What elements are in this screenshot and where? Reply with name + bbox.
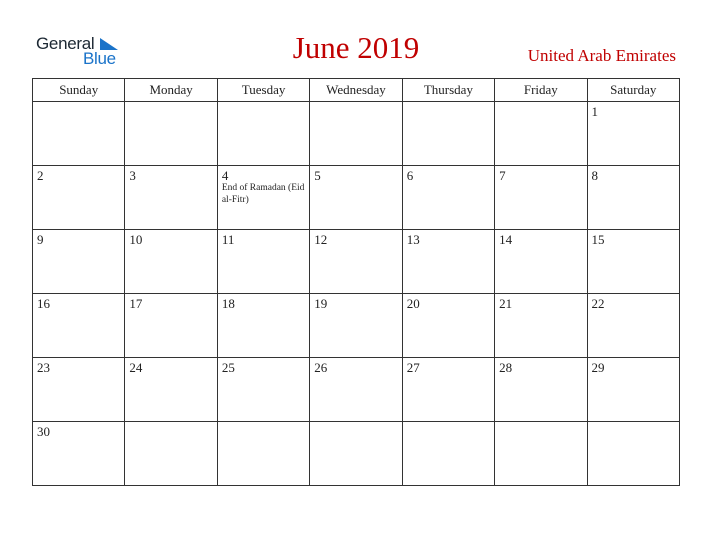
day-cell	[310, 358, 402, 422]
day-cell	[217, 422, 309, 486]
day-number: 16	[37, 296, 50, 311]
day-number: 12	[314, 232, 328, 247]
day-cell	[33, 294, 125, 358]
day-cell	[217, 102, 309, 166]
day-cell	[587, 358, 679, 422]
day-number: 3	[129, 168, 136, 183]
day-number: 24	[129, 360, 143, 375]
day-cell	[587, 230, 679, 294]
weekday-header: Monday	[125, 79, 217, 102]
day-cell	[310, 166, 402, 230]
day-cell	[310, 102, 402, 166]
weekday-header: Wednesday	[310, 79, 402, 102]
day-cell	[495, 358, 587, 422]
day-number: 1	[591, 104, 599, 119]
day-cell	[310, 230, 402, 294]
day-cell	[495, 422, 587, 486]
day-number: 25	[221, 360, 235, 375]
day-cell	[402, 230, 494, 294]
week-row	[33, 166, 680, 230]
day-cell	[33, 358, 125, 422]
day-number: 22	[591, 296, 605, 311]
day-cell	[125, 102, 217, 166]
day-cell	[217, 358, 309, 422]
day-cell	[125, 294, 217, 358]
day-cell	[495, 230, 587, 294]
day-cell	[587, 166, 679, 230]
weekday-header: Tuesday	[217, 79, 309, 102]
day-number: 29	[591, 360, 605, 375]
week-row	[33, 358, 680, 422]
day-cell	[33, 422, 125, 486]
weekday-header: Saturday	[587, 79, 679, 102]
day-number: 7	[499, 168, 506, 183]
day-cell	[33, 230, 125, 294]
day-cell	[587, 102, 679, 166]
day-number: 23	[37, 360, 50, 375]
weekday-header: Friday	[495, 79, 587, 102]
day-number: 13	[406, 232, 420, 247]
week-row	[33, 422, 680, 486]
weekday-header: Sunday	[33, 79, 125, 102]
day-cell	[125, 422, 217, 486]
week-row	[33, 102, 680, 166]
day-number: 20	[406, 296, 420, 311]
day-number: 27	[406, 360, 420, 375]
day-number: 8	[591, 168, 599, 183]
day-cell	[402, 102, 494, 166]
day-cell	[587, 422, 679, 486]
month-calendar-grid	[32, 78, 680, 486]
day-cell	[495, 166, 587, 230]
day-cell	[217, 166, 309, 230]
day-cell	[402, 294, 494, 358]
day-number: 4	[221, 168, 229, 183]
week-row	[33, 230, 680, 294]
day-cell	[125, 358, 217, 422]
week-row	[33, 294, 680, 358]
day-cell	[587, 294, 679, 358]
day-cell	[310, 422, 402, 486]
day-number: 14	[499, 232, 513, 247]
calendar-title: June 2019	[292, 30, 420, 65]
country-name: United Arab Emirates	[527, 46, 676, 65]
day-number: 30	[37, 424, 50, 439]
day-cell	[33, 166, 125, 230]
day-cell	[402, 358, 494, 422]
day-number: 19	[314, 296, 328, 311]
logo-blue-text: Blue	[83, 49, 116, 68]
day-cell	[310, 294, 402, 358]
day-number: 17	[129, 296, 143, 311]
day-number: 21	[499, 296, 513, 311]
day-cell	[33, 102, 125, 166]
day-number: 5	[314, 168, 321, 183]
weekday-header: Thursday	[402, 79, 494, 102]
day-number: 2	[37, 168, 44, 183]
day-cell	[495, 294, 587, 358]
day-number: 18	[221, 296, 235, 311]
logo-general-text: General	[36, 34, 95, 53]
day-cell	[125, 166, 217, 230]
day-cell	[217, 230, 309, 294]
weekday-header-row	[33, 79, 680, 102]
day-cell	[495, 102, 587, 166]
day-cell	[125, 230, 217, 294]
day-number: 26	[314, 360, 328, 375]
day-number: 15	[591, 232, 605, 247]
holiday-label: End of Ramadan (Eid al-Fitr)	[221, 183, 305, 205]
day-cell	[217, 294, 309, 358]
day-cell	[402, 422, 494, 486]
day-number: 9	[37, 232, 44, 247]
day-cell	[402, 166, 494, 230]
day-number: 10	[129, 232, 143, 247]
day-number: 11	[221, 232, 235, 247]
day-number: 6	[406, 168, 414, 183]
day-number: 28	[499, 360, 513, 375]
